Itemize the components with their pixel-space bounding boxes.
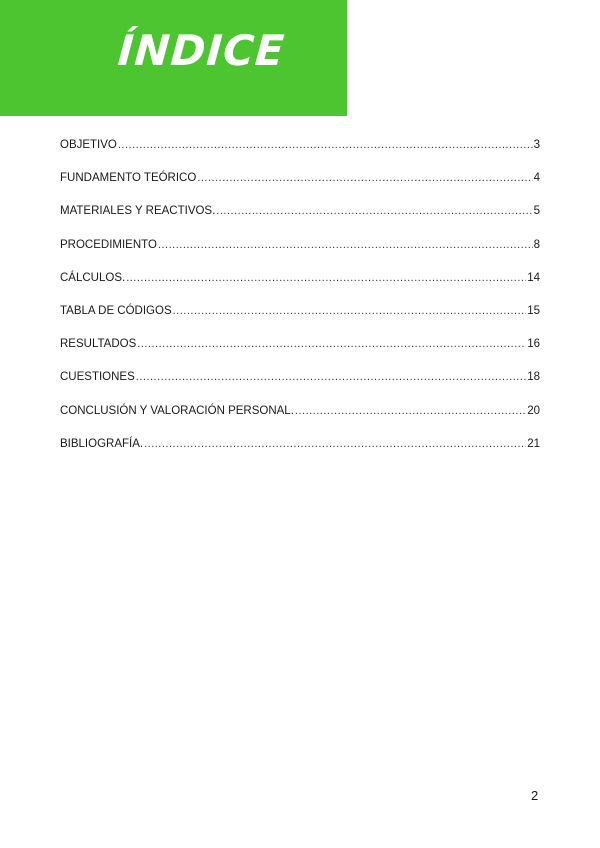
toc-entry-page: 8 <box>533 238 540 251</box>
toc-entry-tabla-codigos[interactable] <box>60 305 540 338</box>
toc-entry-procedimiento[interactable] <box>60 239 540 272</box>
toc-entry-calculos[interactable] <box>60 272 540 305</box>
toc-entry-label: FUNDAMENTO TEÓRICO <box>60 172 197 185</box>
toc-dot-leader <box>137 338 526 350</box>
toc-dot-leader <box>136 371 526 383</box>
toc-dot-leader <box>295 405 526 417</box>
toc-dot-leader <box>126 272 526 284</box>
toc-entry-label: MATERIALES Y REACTIVOS. <box>60 205 216 218</box>
toc-entry-conclusion[interactable] <box>60 405 540 438</box>
toc-entry-bibliografia[interactable] <box>60 438 540 471</box>
toc-entry-page: 20 <box>527 404 540 417</box>
toc-entry-label: OBJETIVO <box>60 139 117 151</box>
toc-entry-page: 16 <box>527 338 540 351</box>
toc-entry-label: RESULTADOS <box>60 338 137 351</box>
toc-dot-leader <box>118 139 533 151</box>
toc-entry-objetivo[interactable] <box>60 139 540 172</box>
table-of-contents <box>60 139 540 471</box>
toc-entry-label: BIBLIOGRAFÍA. <box>60 437 144 450</box>
toc-entry-label: PROCEDIMIENTO <box>60 238 157 251</box>
toc-dot-leader <box>173 305 527 317</box>
toc-entry-page: 14 <box>527 271 540 284</box>
toc-entry-label: TABLA DE CÓDIGOS <box>60 304 172 317</box>
toc-dot-leader <box>197 172 532 184</box>
toc-entry-page: 21 <box>527 437 540 450</box>
toc-entry-label: CONCLUSIÓN Y VALORACIÓN PERSONAL. <box>60 404 294 417</box>
toc-dot-leader <box>144 438 526 450</box>
toc-entry-cuestiones[interactable] <box>60 371 540 404</box>
toc-entry-page: 15 <box>527 304 540 317</box>
toc-entry-label: CUESTIONES <box>60 371 135 384</box>
toc-entry-page: 5 <box>533 205 540 218</box>
toc-entry-materiales-reactivos[interactable] <box>60 205 540 238</box>
toc-dot-leader <box>158 239 533 251</box>
page-number: 2 <box>531 788 539 803</box>
toc-entry-label: CÁLCULOS. <box>60 271 126 284</box>
toc-dot-leader <box>216 205 532 217</box>
toc-entry-page: 18 <box>527 371 540 384</box>
header-band <box>0 0 347 116</box>
page-title: ÍNDICE <box>116 26 287 75</box>
toc-entry-page: 4 <box>533 172 540 185</box>
toc-entry-page: 3 <box>533 139 540 151</box>
toc-entry-resultados[interactable] <box>60 338 540 371</box>
toc-entry-fundamento-teorico[interactable] <box>60 172 540 205</box>
